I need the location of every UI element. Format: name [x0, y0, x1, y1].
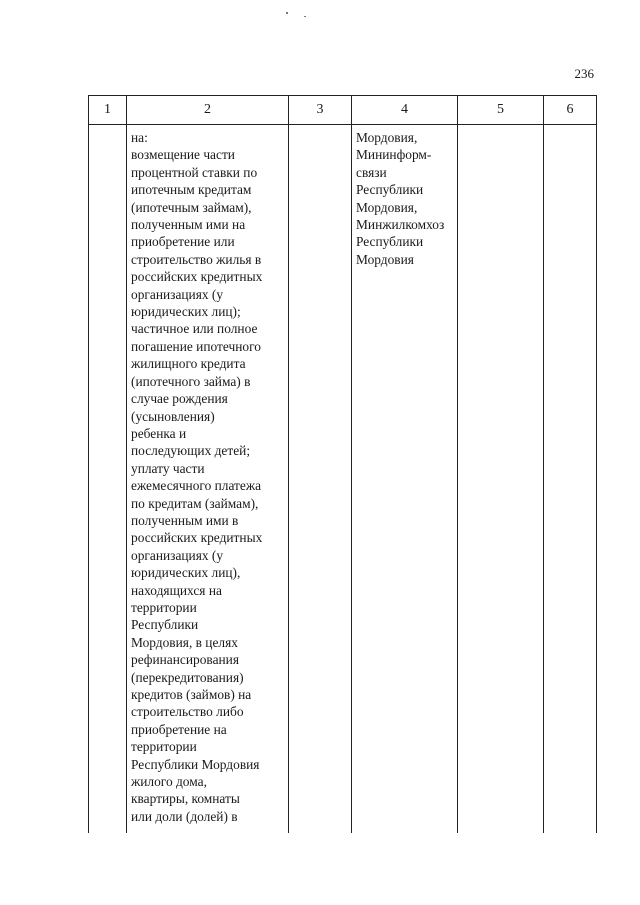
column-header-1: 1: [89, 96, 127, 125]
cell-col2-text: на: возмещение части процентной ставки по ипотечным кредитам (ипотечным займам), полученным ими на приобретение или строительство жилья в российских кредитных организациях (у юридических лиц); частичное или полное погашение ипотечного жилищного кредита (ипотечного займа) в случае рождения (усыновления) ребенка и последующих детей; уплату части ежемесячного платежа по кредитам (займам), полученным ими в российских кредитных организациях (у юридических лиц), находящихся на территории Республики Мордовия, в целях рефинансирования (перекредитования) кредитов (займов) на строительство либо приобретение на территории Республики Мордовия жилого дома, квартиры, комнаты или доли (долей) в: [131, 130, 263, 824]
cell-col6: [544, 125, 597, 834]
cell-col4: [352, 125, 458, 834]
column-header-3: 3: [289, 96, 352, 125]
table-row: [89, 125, 597, 834]
cell-col5: [458, 125, 544, 834]
column-header-4: 4: [352, 96, 458, 125]
cell-col3: [289, 125, 352, 834]
scan-speck: [304, 16, 306, 17]
column-header-2: 2: [127, 96, 289, 125]
cell-col2: [127, 125, 289, 834]
scan-speck: [286, 12, 288, 14]
page-number: 236: [574, 66, 594, 81]
cell-col4-text: Мордовия, Мининформ- связи Республики Мордовия, Минжилкомхоз Республики Мордовия: [356, 130, 445, 267]
column-header-6: 6: [544, 96, 597, 125]
cell-col1: [89, 125, 127, 834]
table-header-row: [89, 96, 597, 125]
document-table: [88, 95, 597, 833]
column-header-5: 5: [458, 96, 544, 125]
